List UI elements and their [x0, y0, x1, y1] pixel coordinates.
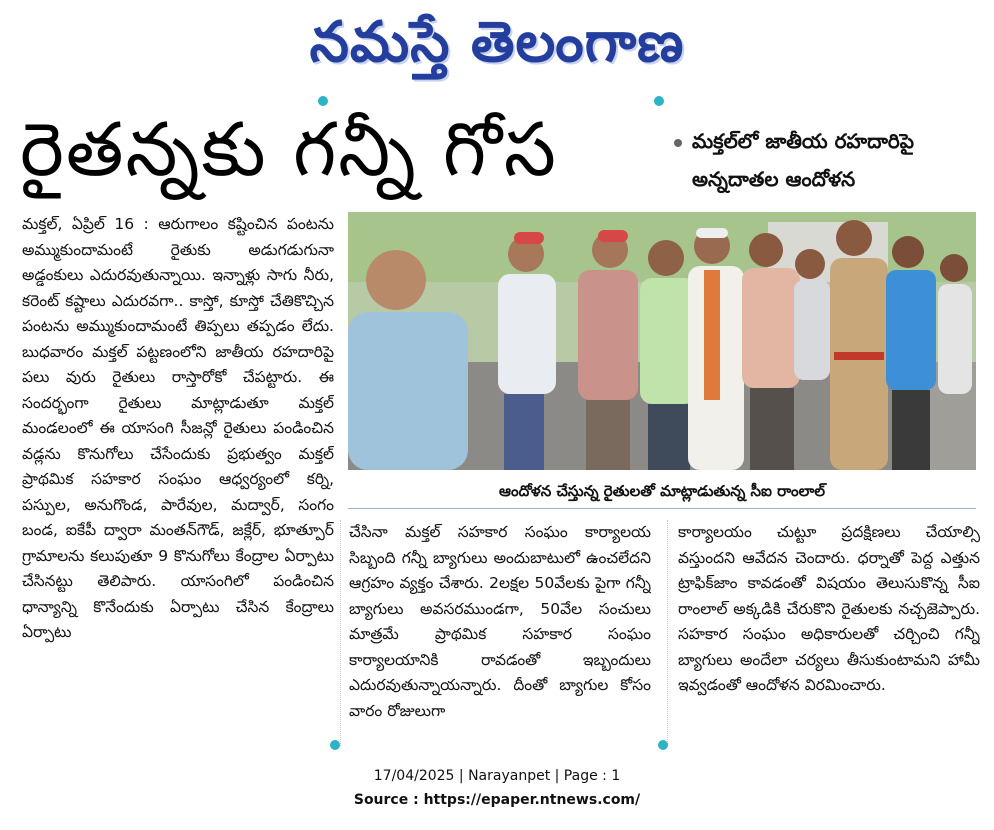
column-divider — [667, 520, 668, 746]
article-column-2 — [349, 520, 651, 744]
article-photo — [348, 212, 976, 470]
article-headline: రైతన్నకు గన్నీ గోస — [20, 107, 558, 193]
newspaper-logo: నమస్తే తెలంగాణ — [309, 10, 685, 75]
subhead-text-1: మక్తల్‌లో జాతీయ రహదారిపై — [692, 129, 914, 153]
subhead-line-2 — [674, 160, 984, 198]
bullet-icon — [674, 139, 682, 147]
corner-dot — [658, 740, 668, 750]
article-column-3 — [678, 520, 980, 744]
subhead-text-2: అన్నదాతల ఆందోళన — [692, 167, 856, 191]
edition-info: 17/04/2025 | Narayanpet | Page : 1 — [373, 768, 621, 784]
column-2-text: చేసినా మక్తల్ సహకార సంఘం కార్యాలయ సిబ్బంది గన్నీ బ్యాగులు అందుబాటులో ఉంచలేదని ఆగ్రహం వ్యక్తం చేశారు. 2లక్షల 50వేలకు పైగా గన్నీ బ్యాగులు అవసరముండగా, 50వేల సంచులు మాత్రమే ప్రాథమిక సహకార సంఘం కార్యాలయానికి రావడంతో ఇబ్బందులు ఎదురవుతున్నాయన్నారు. దీంతో బ్యాగుల కోసం వారం రోజులుగా — [349, 523, 651, 720]
article-column-1 — [22, 212, 334, 746]
caption-rule — [348, 508, 976, 509]
column-1-text: మక్తల్, ఏప్రిల్ 16 : ఆరుగాలం కష్టించిన పంటను అమ్ముకుందామంటే రైతుకు అడుగడుగునా అడ్డంకులు ఎదురవుతున్నాయి. ఇన్నాళ్లు సాగు నీరు, కరెంట్ కష్టాలు ఎదురవగా.. కాస్తో, కూస్తో చేతికొచ్చిన పంటను అమ్ముకుందామంటే తిప్పలు తప్పడం లేదు. బుధవారం మక్తల్ పట్టణంలోని జాతీయ రహదారిపై పలు వురు రైతులు రాస్తారోకో చేపట్టారు. ఈ సందర్భంగా రైతులు మాట్లాడుతూ మక్తల్ మండలంలో ఈ యాసంగి సీజన్లో రైతులు పండించిన వడ్లను కొనుగోలు చేసేందుకు ప్రభుత్వం మక్తల్ ప్రాథమిక సహకార సంఘం ఆధ్వర్యంలో కర్ని, పస్పుల, అనుగొండ, పారేవుల, మద్వార్, సంగం బండ, ఐకేపీ ద్వారా మంతన్‌గౌడ్, జక్లేర్, భూత్పూర్ గ్రామాలను కలుపుతూ 9 కొనుగోలు కేంద్రాల ఏర్పాటు చేసినట్టు తెలిపారు. యాసంగిలో పండించిన ధాన్యాన్ని కొనేందుకు ఏర్పాటు చేసిన కేంద్రాలు ఏర్పాటు — [22, 215, 334, 641]
corner-dot — [330, 740, 340, 750]
page-footer — [0, 764, 994, 812]
article-subheads — [674, 122, 984, 198]
column-3-text: కార్యాలయం చుట్టూ ప్రదక్షిణలు చేయాల్సి వస్తుందని ఆవేదన చెందారు. ధర్నాతో పెద్ద ఎత్తున ట్రాఫిక్‌జాం కావడంతో విషయం తెలుసుకొన్న సీఐ రాంలాల్ అక్కడికి చేరుకొని రైతులకు నచ్చజెప్పారు. సహకార సంఘం అధికారులతో చర్చించి గన్నీ బ్యాగులు అందేలా చర్యలు తీసుకుంటామని హామీ ఇవ్వడంతో ఆందోళన విరమించారు. — [678, 523, 980, 694]
corner-dot — [318, 96, 328, 106]
photo-illustration — [348, 212, 976, 470]
subhead-line-1 — [674, 122, 984, 160]
source-link[interactable]: Source : https://epaper.ntnews.com/ — [353, 792, 641, 808]
masthead — [0, 0, 994, 86]
photo-caption: ఆందోళన చేస్తున్న రైతులతో మాట్లాడుతున్న సీఐ రాంలాల్ — [499, 482, 825, 500]
corner-dot — [654, 96, 664, 106]
column-divider — [340, 520, 341, 746]
